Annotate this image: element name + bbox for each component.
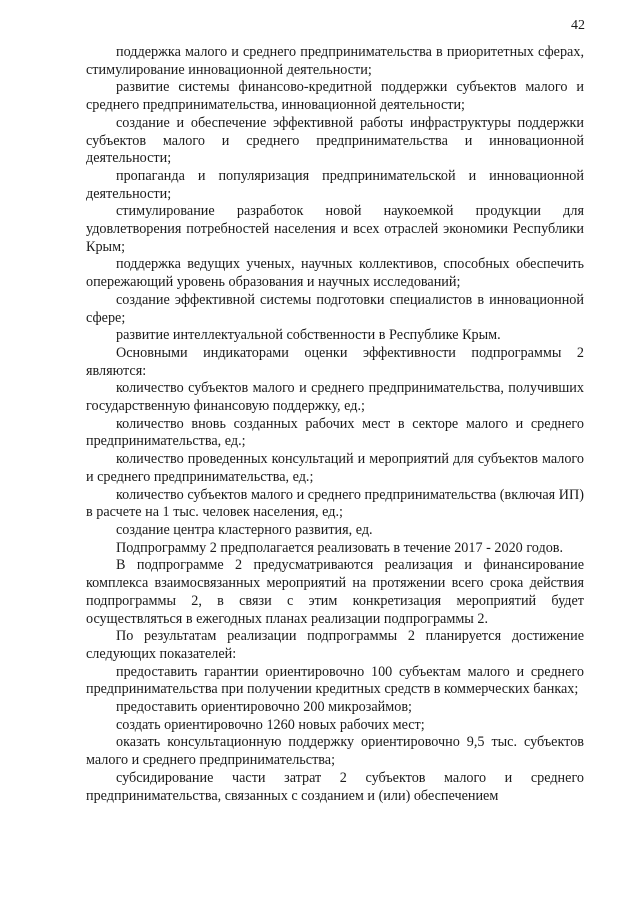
paragraph: количество субъектов малого и среднего предпринимательства, получивших государственную финансовую поддержку, ед.; — [86, 380, 584, 415]
paragraph: стимулирование разработок новой наукоемкой продукции для удовлетворения потребностей населения и всех отраслей экономики Республики Крым; — [86, 203, 584, 255]
paragraph: В подпрограмме 2 предусматриваются реализация и финансирование комплекса взаимосвязанных мероприятий на протяжении всего срока действия подпрограммы 2, в связи с этим конкретизация мероприятий будет осуществляться в ежегодных планах реализации подпрограммы 2. — [86, 557, 584, 627]
paragraph: оказать консультационную поддержку ориентировочно 9,5 тыс. субъектов малого и среднего предпринимательства; — [86, 734, 584, 769]
paragraph: предоставить ориентировочно 200 микрозаймов; — [116, 699, 412, 716]
paragraph: создание и обеспечение эффективной работы инфраструктуры поддержки субъектов малого и среднего предпринимательства и инновационной деятельности; — [86, 114, 584, 167]
page-number: 42 — [571, 18, 585, 33]
paragraph: создать ориентировочно 1260 новых рабочих мест; — [116, 716, 425, 733]
paragraph: Подпрограмму 2 предполагается реализовать в течение 2017 - 2020 годов. — [116, 539, 564, 556]
paragraph: Основными индикаторами оценки эффективности подпрограммы 2 являются: — [86, 344, 584, 379]
document-body — [86, 44, 584, 805]
paragraph: поддержка ведущих ученых, научных коллективов, способных обеспечить опережающий уровень образования и научных исследований; — [86, 256, 584, 291]
paragraph: По результатам реализации подпрограммы 2 планируется достижение следующих показателей: — [86, 628, 584, 662]
paragraph: субсидирование части затрат 2 субъектов малого и среднего предпринимательства, связанных с созданием и (или) обеспечением — [86, 769, 584, 804]
paragraph: количество вновь созданных рабочих мест в секторе малого и среднего предпринимательства, ед.; — [86, 415, 584, 450]
paragraph: пропаганда и популяризация предпринимательской и инновационной деятельности; — [86, 167, 584, 202]
paragraph: поддержка малого и среднего предпринимательства в приоритетных сферах, стимулирование инновационной деятельности; — [86, 44, 584, 78]
paragraph: развитие системы финансово-кредитной поддержки субъектов малого и среднего предпринимательства, инновационной деятельности; — [86, 79, 584, 114]
paragraph: создание эффективной системы подготовки специалистов в инновационной сфере; — [86, 291, 584, 326]
paragraph: предоставить гарантии ориентировочно 100 субъектам малого и среднего предпринимательства при получении кредитных средств в коммерческих банках; — [86, 663, 584, 698]
paragraph: количество субъектов малого и среднего предпринимательства (включая ИП) в расчете на 1 тыс. человек населения, ед.; — [86, 486, 584, 521]
paragraph: количество проведенных консультаций и мероприятий для субъектов малого и среднего предпринимательства, ед.; — [86, 451, 584, 485]
paragraph: развитие интеллектуальной собственности в Республике Крым. — [116, 327, 501, 344]
paragraph: создание центра кластерного развития, ед. — [116, 521, 373, 538]
